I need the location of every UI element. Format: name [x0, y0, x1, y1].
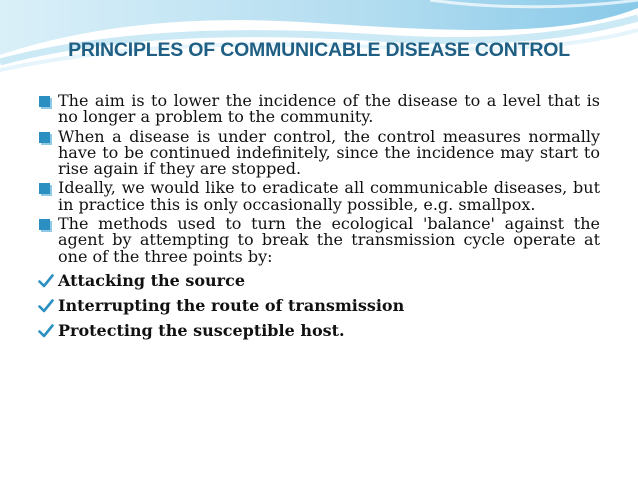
square-bullet-icon	[39, 219, 50, 230]
check-text: Interrupting the route of transmission	[58, 295, 405, 315]
check-item	[38, 318, 600, 343]
bullet-item	[38, 180, 600, 213]
bullet-text: The methods used to turn the ecological 'balance' against the agent by attempting to break the transmission cycle operate at one of the three points by:	[58, 214, 600, 266]
check-item	[38, 293, 600, 318]
check-text: Protecting the susceptible host.	[58, 320, 345, 340]
bullet-item	[38, 126, 600, 179]
bullet-text: When a disease is under control, the control measures normally have to be continued indefinitely, since the incidence may start to rise again if they are stopped.	[58, 126, 600, 179]
bullet-text: Ideally, we would like to eradicate all communicable diseases, but in practice this is only occasionally possible, e.g. smallpox.	[58, 178, 600, 214]
header-swoosh-graphic	[0, 0, 638, 75]
check-text: Attacking the source	[58, 270, 246, 290]
slide-title: PRINCIPLES OF COMMUNICABLE DISEASE CONTROL	[68, 39, 570, 61]
bullet-text: The aim is to lower the incidence of the disease to a level that is no longer a problem to the community.	[58, 91, 600, 127]
square-bullet-icon	[39, 96, 50, 107]
bullet-item	[38, 216, 600, 265]
checkmark-icon	[38, 299, 54, 313]
square-bullet-icon	[39, 132, 50, 143]
checkmark-icon	[38, 324, 54, 338]
check-item	[38, 268, 600, 293]
slide-content	[38, 93, 600, 343]
square-bullet-icon	[39, 183, 50, 194]
bullet-item	[38, 93, 600, 126]
checkmark-icon	[38, 274, 54, 288]
